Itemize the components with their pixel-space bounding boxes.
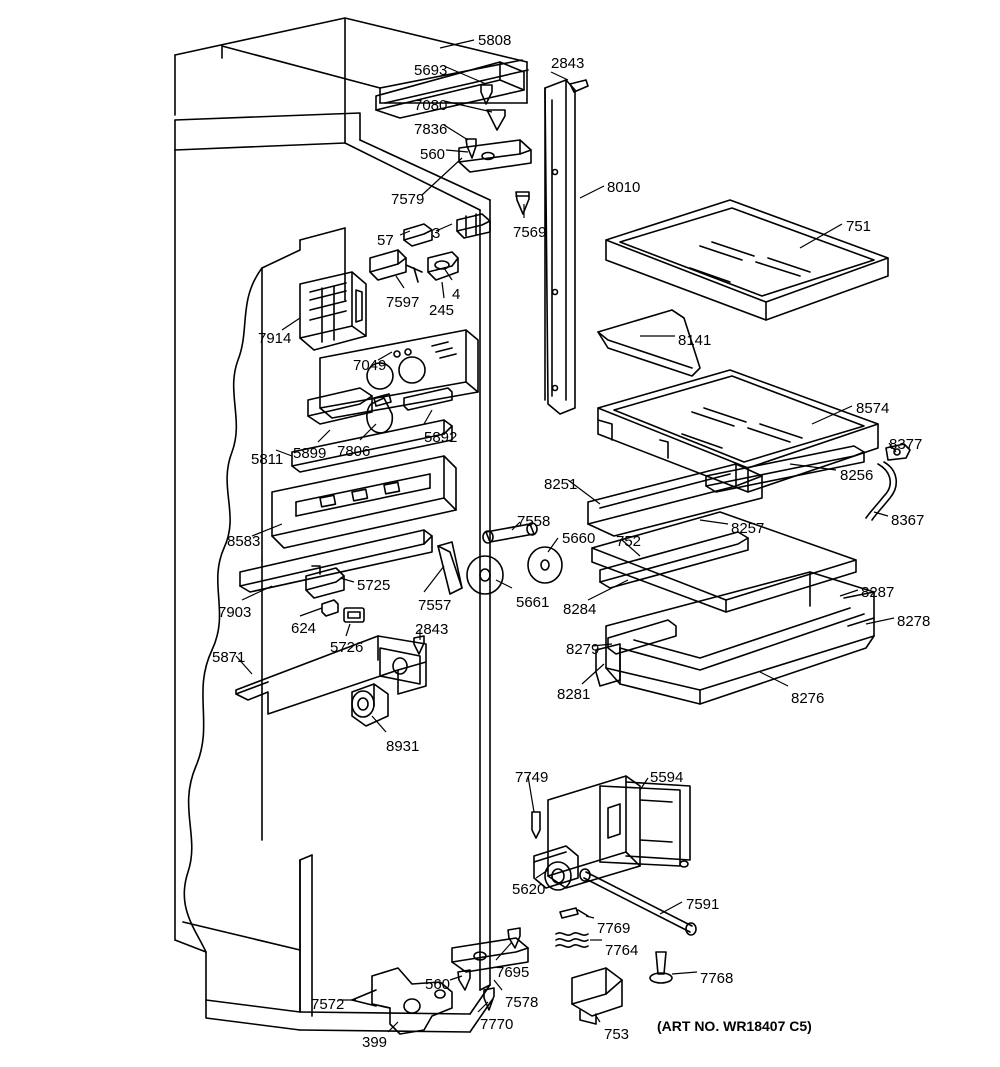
part-number-callout: 5594 — [650, 769, 684, 786]
part-number-callout: 2843 — [551, 55, 585, 72]
part-number-callout: 4 — [452, 286, 461, 303]
part-number-callout: 7914 — [258, 330, 292, 347]
pan-8276 — [596, 572, 874, 707]
part-number-callout: 753 — [604, 1026, 630, 1043]
rail-8010 — [545, 80, 575, 414]
screw-7769 — [560, 908, 588, 918]
spring-7764 — [556, 933, 588, 947]
part-number-callout: 7770 — [480, 1016, 514, 1033]
part-number-callout: 8276 — [791, 690, 825, 707]
part-number-callout: 7597 — [386, 294, 420, 311]
part-number-callout: 8284 — [563, 601, 597, 618]
part-number-callout: 8287 — [861, 584, 895, 601]
part-number-callout: 2843 — [415, 621, 449, 638]
part-number-callout: 5811 — [251, 451, 284, 468]
part-number-callout: 7558 — [517, 513, 551, 530]
part-number-callout: 7557 — [418, 597, 452, 614]
part-number-callout: 245 — [429, 302, 455, 319]
part-number-callout: 57 — [377, 232, 394, 249]
part-number-callout: 5661 — [516, 594, 550, 611]
part-number-callout: 8931 — [386, 738, 420, 755]
part-number-callout: 8279 — [566, 641, 600, 658]
part-number-callout: 752 — [616, 533, 642, 550]
part-number-callout: 7749 — [515, 769, 549, 786]
part-number-callout: 7049 — [353, 357, 387, 374]
part-number-callout: 5620 — [512, 881, 546, 898]
part-number-callout: 7695 — [496, 964, 530, 981]
part-number-callout: 8251 — [544, 476, 578, 493]
part-number-callout: 3 — [432, 225, 441, 242]
shelf-8574 — [598, 370, 878, 492]
screw-2843-top — [570, 80, 588, 92]
part-number-callout: 399 — [362, 1034, 388, 1051]
part-number-callout: 5892 — [424, 429, 458, 446]
part-number-callout: 8583 — [227, 533, 261, 550]
part-number-callout: 8574 — [856, 400, 890, 417]
part-number-callout: 7579 — [391, 191, 425, 208]
part-number-callout: 8377 — [889, 436, 923, 453]
part-number-callout: 8278 — [897, 613, 931, 630]
part-number-callout: 7591 — [686, 896, 720, 913]
art-number-label: (ART NO. WR18407 C5) — [657, 1018, 812, 1034]
part-number-callout: 7764 — [605, 942, 639, 959]
part-number-callout: 5871 — [212, 649, 246, 666]
part-number-callout: 7569 — [513, 224, 547, 241]
part-number-callout: 7080 — [414, 97, 448, 114]
part-number-callout: 5725 — [357, 577, 391, 594]
part-number-callout: 560 — [425, 976, 451, 993]
box-5594 — [548, 776, 690, 888]
part-number-callout: 7769 — [597, 920, 631, 937]
part-number-callout: 7578 — [505, 994, 539, 1011]
part-number-callout: 7836 — [414, 121, 448, 138]
part-number-callout: 5808 — [478, 32, 512, 49]
part-number-callout: 5899 — [293, 445, 327, 462]
leg-7768 — [650, 952, 672, 983]
pin-7749 — [532, 812, 540, 838]
part-number-callout: 7806 — [337, 443, 371, 460]
part-number-callout: 560 — [420, 146, 446, 163]
part-number-callout: 751 — [846, 218, 872, 235]
screw-7569 — [516, 192, 529, 214]
part-number-callout: 7768 — [700, 970, 734, 987]
part-number-callout: 8281 — [557, 686, 591, 703]
part-number-callout: 7903 — [218, 604, 252, 621]
part-number-callout: 5660 — [562, 530, 596, 547]
wheel-5660 — [528, 547, 562, 583]
part-number-callout: 8141 — [678, 332, 712, 349]
part-number-callout: 5693 — [414, 62, 448, 79]
part-number-callout: 7572 — [311, 996, 345, 1013]
part-number-callout: 8010 — [607, 179, 641, 196]
part-number-callout: 624 — [291, 620, 317, 637]
part-number-callout: 8367 — [891, 512, 925, 529]
part-753 — [572, 968, 622, 1024]
part-number-callout: 8257 — [731, 520, 765, 537]
part-number-callout: 5726 — [330, 639, 364, 656]
part-number-callout: 8256 — [840, 467, 874, 484]
